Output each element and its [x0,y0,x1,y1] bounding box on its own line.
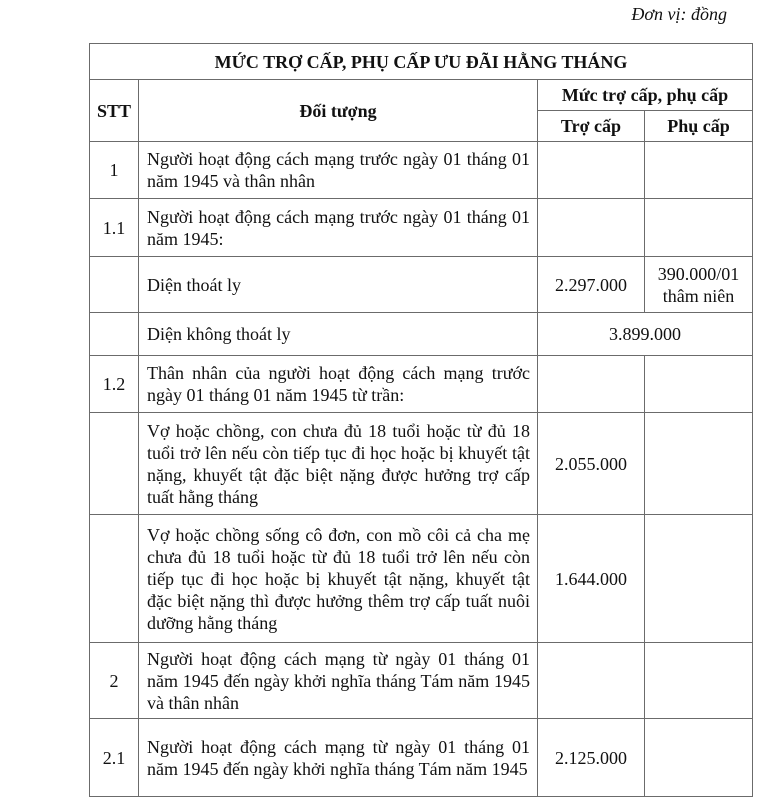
row-subject: Vợ hoặc chồng sống cô đơn, con mồ côi cả cha mẹ chưa đủ 18 tuổi hoặc từ đủ 18 tuổi trở lên nếu còn tiếp tục đi học hoặc bị khuyết tật nặng, khuyết tật đặc biệt nặng thì được hưởng thêm trợ cấp tuất nuôi dưỡng hằng tháng [139,515,538,643]
row-subsidy [645,515,753,643]
header-subject: Đối tượng [139,80,538,142]
row-subject: Thân nhân của người hoạt động cách mạng trước ngày 01 tháng 01 năm 1945 từ trần: [139,356,538,413]
row-stt: 1.1 [90,199,139,257]
table-row [90,199,753,257]
row-stt [90,413,139,515]
row-merged-amount: 3.899.000 [538,313,753,356]
row-allowance [538,356,645,413]
row-subject: Diện thoát ly [139,257,538,313]
row-allowance [538,199,645,257]
row-subsidy: 390.000/01 thâm niên [645,257,753,313]
title-row [90,44,753,80]
table-row [90,356,753,413]
row-stt [90,313,139,356]
header-row-1 [90,80,753,111]
table-title: MỨC TRỢ CẤP, PHỤ CẤP ƯU ĐÃI HẰNG THÁNG [90,44,753,80]
row-allowance: 2.125.000 [538,719,645,797]
row-stt: 2 [90,643,139,719]
row-subject: Người hoạt động cách mạng từ ngày 01 tháng 01 năm 1945 đến ngày khởi nghĩa tháng Tám năm 1945 [139,719,538,797]
row-subsidy [645,643,753,719]
header-subsidy: Phụ cấp [645,111,753,142]
row-subject: Người hoạt động cách mạng từ ngày 01 tháng 01 năm 1945 đến ngày khởi nghĩa tháng Tám năm 1945 và thân nhân [139,643,538,719]
row-stt: 2.1 [90,719,139,797]
row-subsidy [645,142,753,199]
table-row [90,142,753,199]
row-subject: Người hoạt động cách mạng trước ngày 01 tháng 01 năm 1945 và thân nhân [139,142,538,199]
row-subject: Diện không thoát ly [139,313,538,356]
table-row [90,257,753,313]
header-stt: STT [90,80,139,142]
unit-label: Đơn vị: đồng [631,4,727,24]
row-stt [90,515,139,643]
row-stt: 1 [90,142,139,199]
row-allowance: 1.644.000 [538,515,645,643]
row-stt: 1.2 [90,356,139,413]
allowance-table [89,43,753,797]
row-subsidy [645,719,753,797]
table-row [90,413,753,515]
row-subsidy [645,356,753,413]
header-allowance: Trợ cấp [538,111,645,142]
row-subject: Vợ hoặc chồng, con chưa đủ 18 tuổi hoặc từ đủ 18 tuổi trở lên nếu còn tiếp tục đi học hoặc bị khuyết tật nặng, khuyết tật đặc biệt nặng được hưởng trợ cấp tuất hằng tháng [139,413,538,515]
row-allowance: 2.297.000 [538,257,645,313]
table-row [90,313,753,356]
row-allowance [538,142,645,199]
table-row [90,719,753,797]
row-subsidy [645,199,753,257]
row-subject: Người hoạt động cách mạng trước ngày 01 tháng 01 năm 1945: [139,199,538,257]
header-amount-group: Mức trợ cấp, phụ cấp [538,80,753,111]
row-allowance: 2.055.000 [538,413,645,515]
row-stt [90,257,139,313]
table-row [90,643,753,719]
row-subsidy [645,413,753,515]
row-allowance [538,643,645,719]
table-row [90,515,753,643]
